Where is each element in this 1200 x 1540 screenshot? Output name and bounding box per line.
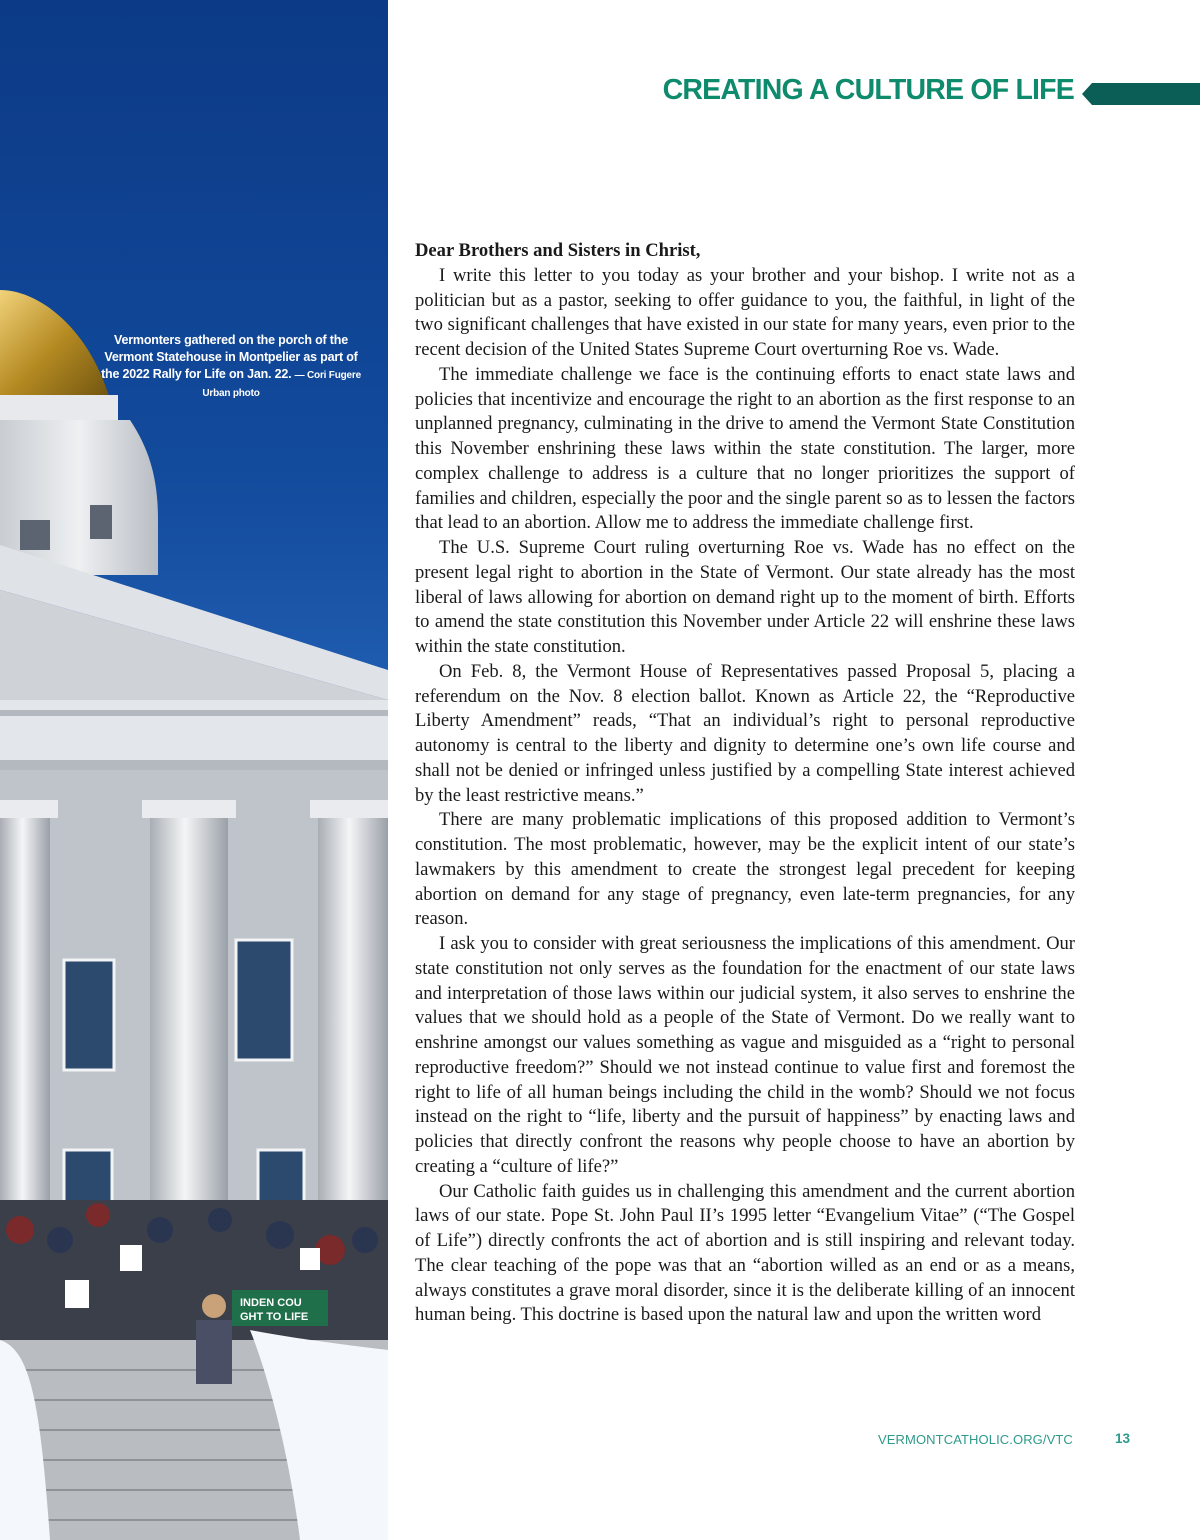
caption-text: Vermonters gathered on the porch of the Vermont Statehouse in Montpelier as part of the 2022 Rally for Life on Jan. 22. — [101, 333, 358, 381]
section-title: CREATING A CULTURE OF LIFE — [662, 74, 1074, 106]
footer-website-link[interactable]: VERMONTCATHOLIC.ORG/VTC — [878, 1432, 1073, 1447]
letter-paragraph: The immediate challenge we face is the continuing efforts to enact state laws and policies that incentivize and encourage the right to an abortion as the first response to an unplanned pregnancy, culminating in the drive to amend the Vermont State Constitution this November enshrining these laws within the state constitution. The larger, more complex challenge to address is a culture that no longer prioritizes the support of families and children, especially the poor and the single parent so as to lessen the factors that lead to an abortion. Allow me to address the immediate challenge first. — [415, 363, 1075, 534]
letter-body — [415, 239, 1075, 1328]
title-arrow-icon — [1082, 83, 1200, 105]
letter-paragraph: There are many problematic implications of this proposed addition to Vermont’s constitution. The most problematic, however, may be the explicit intent of our state’s lawmakers by this amendment to create the strongest legal precedent for keeping abortion on demand for any stage of pregnancy, even late-term pregnancies, for any reason. — [415, 809, 1075, 930]
banner-text: INDEN COU — [240, 1297, 302, 1309]
svg-text:GHT TO LIFE: GHT TO LIFE — [240, 1311, 309, 1323]
page-number: 13 — [1115, 1431, 1131, 1446]
photo-caption — [96, 332, 366, 402]
statehouse-illustration — [0, 0, 388, 1540]
photo-credit: — Cori Fugere Urban photo — [202, 370, 361, 399]
letter-paragraph: The U.S. Supreme Court ruling overturning Roe vs. Wade has no effect on the present legal right to abortion in the State of Vermont. Our state already has the most liberal of laws allowing for abortion on demand right up to the moment of birth. Efforts to amend the state constitution this November under Article 22 will enshrine these laws within the state constitution. — [415, 537, 1075, 657]
letter-paragraph: I ask you to consider with great seriousness the implications of this amendment. Our state constitution not only serves as the foundation for the enactment of our state laws and interpretation of those laws within our judicial system, it also serves to enshrine the values that we should hold as a people of the State of Vermont. Do we really want to enshrine amongst our values something as vague and misguided as a “right to personal reproductive freedom?” Should we not instead continue to value first and foremost the right to life of all human beings including the child in the womb? Should we not focus instead on the right to “life, liberty and the pursuit of happiness” by enacting laws and policies that directly confront the reasons why people choose to have an abortion by creating a “culture of life?” — [415, 933, 1075, 1177]
letter-paragraph: Our Catholic faith guides us in challenging this amendment and the current abortion laws of our state. Pope St. John Paul II’s 1995 letter “Evangelium Vitae” (“The Gospel of Life”) directly confronts the act of abortion and is still inspiring and relevant today. The clear teaching of the pope was that an “abortion willed as an end or as a means, always constitutes a grave moral disorder, since it is the deliberate killing of an innocent human being. This doctrine is based upon the natural law and upon the written word — [415, 1180, 1075, 1326]
statehouse-photo — [0, 0, 388, 1540]
letter-salutation: Dear Brothers and Sisters in Christ, — [415, 240, 701, 261]
letter-paragraph: I write this letter to you today as your brother and your bishop. I write not as a politician but as a pastor, seeking to offer guidance to you, the faithful, in light of the two significant challenges that have existed in our state for many years, even prior to the recent decision of the United States Supreme Court overturning Roe vs. Wade. — [415, 264, 1075, 360]
letter-paragraph: On Feb. 8, the Vermont House of Representatives passed Proposal 5, placing a referendum on the Nov. 8 election ballot. Known as Article 22, the “Reproductive Liberty Amendment” reads, “That an individual’s right to personal reproductive autonomy is central to the liberty and dignity to determine one’s own life course and shall not be denied or infringed unless justified by a compelling State interest achieved by the least restrictive means.” — [415, 660, 1075, 806]
